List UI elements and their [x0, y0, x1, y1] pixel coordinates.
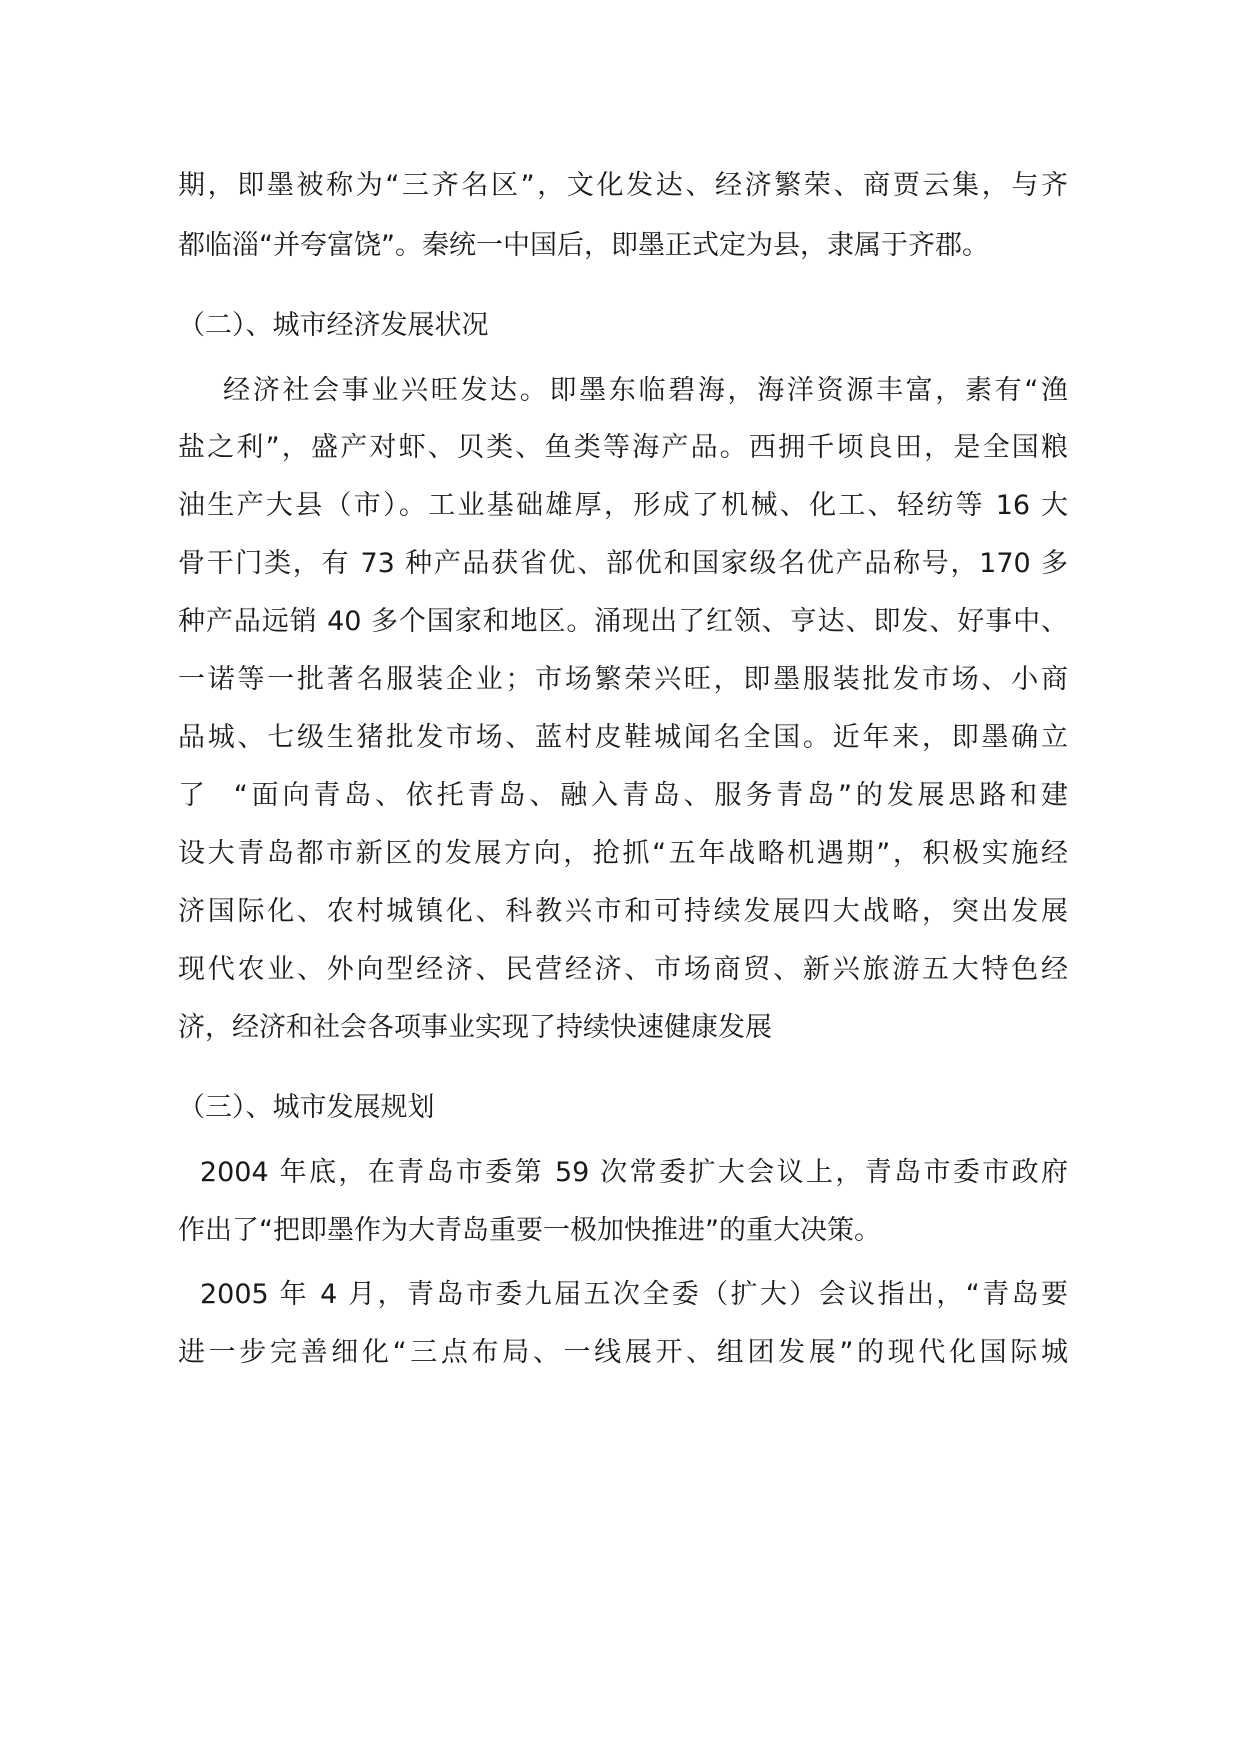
text-line: 骨干门类，有 73 种产品获省优、部优和国家级名优产品称号，170 多: [178, 548, 1068, 579]
text-line: 盐之利”，盛产对虾、贝类、鱼类等海产品。西拥千顷良田，是全国粮: [178, 432, 1068, 463]
text-line: 作出了“把即墨作为大青岛重要一极加快推进”的重大决策。: [178, 1215, 881, 1246]
text-line: 油生产大县（市）。工业基础雄厚，形成了机械、化工、轻纺等 16 大: [178, 490, 1068, 521]
text-line: 了 “面向青岛、依托青岛、融入青岛、服务青岛”的发展思路和建: [178, 780, 1068, 811]
text-line: 济，经济和社会各项事业实现了持续快速健康发展: [178, 1012, 772, 1043]
section-heading: （三）、城市发展规划: [178, 1092, 435, 1123]
text-line: 2004 年底，在青岛市委第 59 次常委扩大会议上，青岛市委市政府: [178, 1157, 1068, 1188]
text-line: 期，即墨被称为“三齐名区”，文化发达、经济繁荣、商贾云集，与齐: [178, 170, 1068, 201]
text-line: 现代农业、外向型经济、民营经济、市场商贸、新兴旅游五大特色经: [178, 954, 1068, 985]
text-line: 都临淄“并夸富饶”。秦统一中国后，即墨正式定为县，隶属于齐郡。: [178, 230, 989, 261]
text-line: 一诺等一批著名服装企业；市场繁荣兴旺，即墨服装批发市场、小商: [178, 664, 1068, 695]
text-line: 济国际化、农村城镇化、科教兴市和可持续发展四大战略，突出发展: [178, 896, 1068, 927]
text-line: 种产品远销 40 多个国家和地区。涌现出了红领、亨达、即发、好事中、: [178, 606, 1068, 637]
text-line: 设大青岛都市新区的发展方向，抢抓“五年战略机遇期”，积极实施经: [178, 838, 1068, 869]
text-line: 品城、七级生猪批发市场、蓝村皮鞋城闻名全国。近年来，即墨确立: [178, 722, 1068, 753]
text-line: 经济社会事业兴旺发达。即墨东临碧海，海洋资源丰富，素有“渔: [178, 375, 1068, 406]
text-line: 2005 年 4 月，青岛市委九届五次全委（扩大）会议指出，“青岛要: [178, 1279, 1068, 1310]
text-line: 进一步完善细化“三点布局、一线展开、组团发展”的现代化国际城: [178, 1337, 1068, 1368]
section-heading: （二）、城市经济发展状况: [178, 310, 489, 341]
